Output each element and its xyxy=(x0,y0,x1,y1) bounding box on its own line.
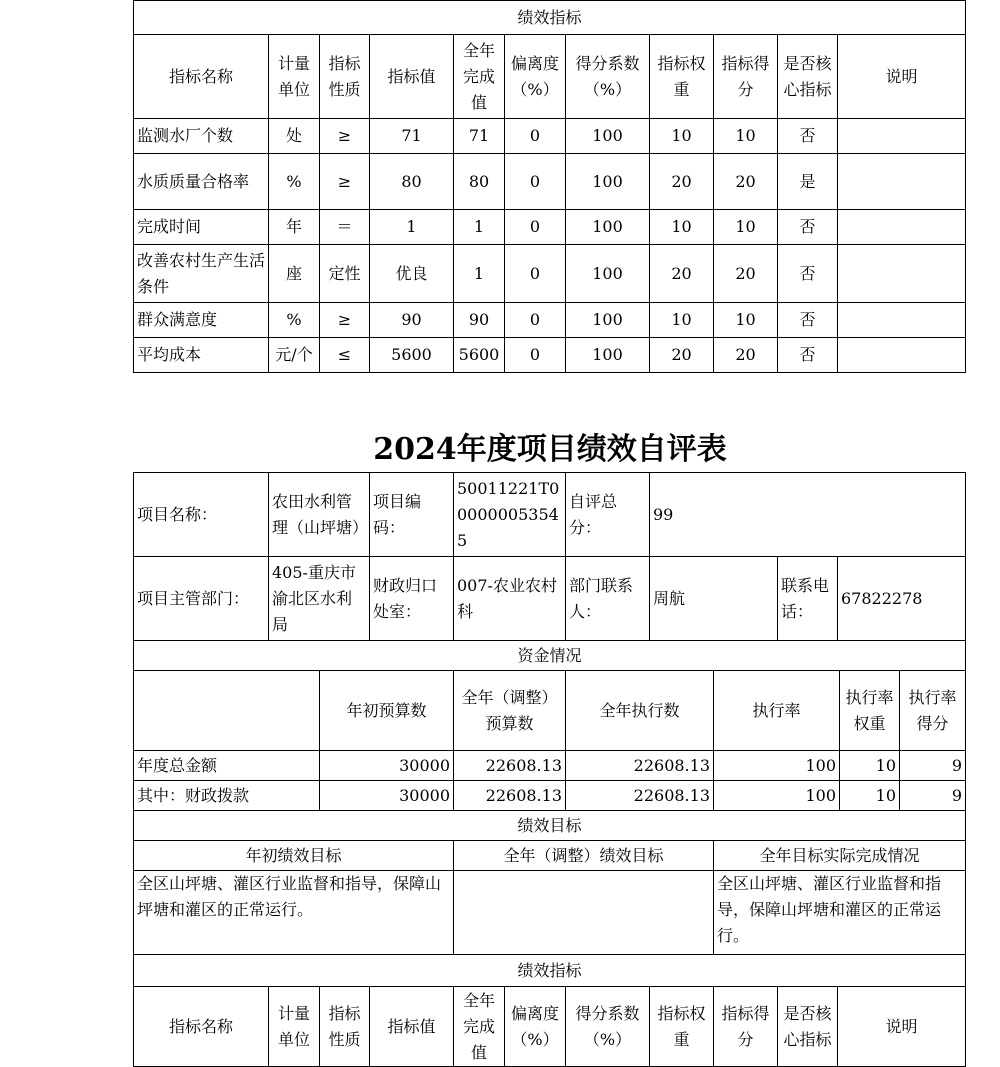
perf-section-label: 绩效指标 xyxy=(134,1,966,35)
goals-section-label: 绩效目标 xyxy=(134,811,966,841)
finance-label: 财政归口处室： xyxy=(370,557,454,641)
metric-actual: 5600 xyxy=(454,338,505,373)
metric-name: 水质质量合格率 xyxy=(134,154,269,210)
metric-value: 1 xyxy=(370,210,454,245)
metrics-table-top xyxy=(133,0,966,373)
metric-unit: 座 xyxy=(269,245,320,303)
metric-name: 群众满意度 xyxy=(134,303,269,338)
header-note: 说明 xyxy=(838,35,966,119)
metric-name: 监测水厂个数 xyxy=(134,119,269,154)
metric-coef: 100 xyxy=(566,338,650,373)
metric-unit: 元/个 xyxy=(269,338,320,373)
header-score: 指标得分 xyxy=(714,987,778,1067)
table-row xyxy=(134,338,966,373)
metric-coef: 100 xyxy=(566,245,650,303)
header-core: 是否核心指标 xyxy=(778,35,838,119)
funds-header-blank xyxy=(134,671,320,751)
funds-section-label: 资金情况 xyxy=(134,641,966,671)
metric-note xyxy=(838,245,966,303)
metric-deviation: 0 xyxy=(505,210,566,245)
metric-note xyxy=(838,210,966,245)
metric-weight: 10 xyxy=(650,303,714,338)
project-code-label: 项目编码： xyxy=(370,473,454,557)
metric-core: 否 xyxy=(778,338,838,373)
funds-cell: 9 xyxy=(900,781,966,811)
metric-value: 优良 xyxy=(370,245,454,303)
metric-nature: ≥ xyxy=(320,303,370,338)
metric-score: 10 xyxy=(714,119,778,154)
project-name-label: 项目名称： xyxy=(134,473,269,557)
metric-score: 20 xyxy=(714,154,778,210)
self-score-label: 自评总分： xyxy=(566,473,650,557)
metric-nature: ≤ xyxy=(320,338,370,373)
metric-value: 80 xyxy=(370,154,454,210)
goals-header-actual: 全年目标实际完成情况 xyxy=(714,841,966,871)
metric-actual: 1 xyxy=(454,245,505,303)
funds-header-initial: 年初预算数 xyxy=(320,671,454,751)
table-row xyxy=(134,751,966,781)
dept-value: 405-重庆市渝北区水利局 xyxy=(269,557,370,641)
funds-row-label: 年度总金额 xyxy=(134,751,320,781)
funds-cell: 9 xyxy=(900,751,966,781)
metric-actual: 90 xyxy=(454,303,505,338)
metric-value: 5600 xyxy=(370,338,454,373)
metric-deviation: 0 xyxy=(505,303,566,338)
contact-label: 部门联系人： xyxy=(566,557,650,641)
header-unit: 计量单位 xyxy=(269,35,320,119)
metric-coef: 100 xyxy=(566,210,650,245)
metric-weight: 20 xyxy=(650,154,714,210)
metric-weight: 10 xyxy=(650,119,714,154)
funds-cell: 30000 xyxy=(320,751,454,781)
header-name: 指标名称 xyxy=(134,35,269,119)
metric-core: 否 xyxy=(778,245,838,303)
metric-weight: 20 xyxy=(650,245,714,303)
metric-name: 完成时间 xyxy=(134,210,269,245)
funds-table xyxy=(133,640,966,811)
table-row xyxy=(134,781,966,811)
header-deviation: 偏离度（%） xyxy=(505,35,566,119)
self-score-value: 99 xyxy=(650,473,966,557)
funds-row-label: 其中：财政拨款 xyxy=(134,781,320,811)
metric-weight: 10 xyxy=(650,210,714,245)
project-name-value: 农田水利管理（山坪塘） xyxy=(269,473,370,557)
header-name: 指标名称 xyxy=(134,987,269,1067)
header-value: 指标值 xyxy=(370,35,454,119)
metric-coef: 100 xyxy=(566,119,650,154)
phone-value: 67822278 xyxy=(838,557,966,641)
header-nature: 指标性质 xyxy=(320,987,370,1067)
metric-core: 否 xyxy=(778,119,838,154)
funds-cell: 100 xyxy=(714,751,840,781)
metric-nature: ＝ xyxy=(320,210,370,245)
metric-note xyxy=(838,303,966,338)
page-title: 2024年度项目绩效自评表 xyxy=(373,432,727,467)
table-row xyxy=(134,119,966,154)
goals-header-adjusted: 全年（调整）绩效目标 xyxy=(454,841,714,871)
metric-note xyxy=(838,119,966,154)
header-actual: 全年完成值 xyxy=(454,35,505,119)
funds-cell: 22608.13 xyxy=(454,751,566,781)
project-info-table xyxy=(133,472,966,641)
funds-header-rate: 执行率 xyxy=(714,671,840,751)
funds-cell: 22608.13 xyxy=(454,781,566,811)
header-note: 说明 xyxy=(838,987,966,1067)
header-deviation: 偏离度（%） xyxy=(505,987,566,1067)
header-coef: 得分系数（%） xyxy=(566,987,650,1067)
header-weight: 指标权重 xyxy=(650,987,714,1067)
metric-nature: ≥ xyxy=(320,154,370,210)
project-code-value: 50011221T000000053545 xyxy=(454,473,566,557)
metric-unit: % xyxy=(269,154,320,210)
metrics-table-bottom xyxy=(133,954,966,1067)
header-nature: 指标性质 xyxy=(320,35,370,119)
metric-score: 10 xyxy=(714,303,778,338)
metric-deviation: 0 xyxy=(505,245,566,303)
goals-adjusted-text xyxy=(454,871,714,955)
finance-value: 007-农业农村科 xyxy=(454,557,566,641)
metric-deviation: 0 xyxy=(505,338,566,373)
goals-header-initial: 年初绩效目标 xyxy=(134,841,454,871)
header-value: 指标值 xyxy=(370,987,454,1067)
header-actual: 全年完成值 xyxy=(454,987,505,1067)
table-row xyxy=(134,154,966,210)
header-unit: 计量单位 xyxy=(269,987,320,1067)
metric-unit: 处 xyxy=(269,119,320,154)
funds-cell: 22608.13 xyxy=(566,781,714,811)
metric-core: 否 xyxy=(778,210,838,245)
header-weight: 指标权重 xyxy=(650,35,714,119)
metric-score: 10 xyxy=(714,210,778,245)
metric-value: 90 xyxy=(370,303,454,338)
metric-nature: 定性 xyxy=(320,245,370,303)
metric-nature: ≥ xyxy=(320,119,370,154)
metric-score: 20 xyxy=(714,245,778,303)
metric-core: 是 xyxy=(778,154,838,210)
metric-weight: 20 xyxy=(650,338,714,373)
header-coef: 得分系数（%） xyxy=(566,35,650,119)
metric-name: 平均成本 xyxy=(134,338,269,373)
metric-actual: 71 xyxy=(454,119,505,154)
metric-coef: 100 xyxy=(566,303,650,338)
metric-note xyxy=(838,338,966,373)
table-row xyxy=(134,210,966,245)
metric-actual: 1 xyxy=(454,210,505,245)
funds-header-adjusted: 全年（调整）预算数 xyxy=(454,671,566,751)
metric-score: 20 xyxy=(714,338,778,373)
phone-label: 联系电话： xyxy=(778,557,838,641)
funds-cell: 22608.13 xyxy=(566,751,714,781)
funds-cell: 10 xyxy=(840,781,900,811)
header-score: 指标得分 xyxy=(714,35,778,119)
metric-note xyxy=(838,154,966,210)
metric-name: 改善农村生产生活条件 xyxy=(134,245,269,303)
funds-cell: 30000 xyxy=(320,781,454,811)
table-row xyxy=(134,245,966,303)
contact-value: 周航 xyxy=(650,557,778,641)
metric-deviation: 0 xyxy=(505,119,566,154)
metric-coef: 100 xyxy=(566,154,650,210)
dept-label: 项目主管部门： xyxy=(134,557,269,641)
metric-value: 71 xyxy=(370,119,454,154)
perf-section-label: 绩效指标 xyxy=(134,955,966,987)
funds-header-rate-score: 执行率得分 xyxy=(900,671,966,751)
metric-unit: % xyxy=(269,303,320,338)
metric-core: 否 xyxy=(778,303,838,338)
funds-cell: 10 xyxy=(840,751,900,781)
metric-unit: 年 xyxy=(269,210,320,245)
funds-header-executed: 全年执行数 xyxy=(566,671,714,751)
header-core: 是否核心指标 xyxy=(778,987,838,1067)
table-row xyxy=(134,303,966,338)
metric-deviation: 0 xyxy=(505,154,566,210)
funds-cell: 100 xyxy=(714,781,840,811)
goals-table xyxy=(133,810,966,955)
goals-actual-text: 全区山坪塘、灌区行业监督和指导，保障山坪塘和灌区的正常运行。 xyxy=(714,871,966,955)
metric-actual: 80 xyxy=(454,154,505,210)
goals-initial-text: 全区山坪塘、灌区行业监督和指导，保障山坪塘和灌区的正常运行。 xyxy=(134,871,454,955)
funds-header-rate-weight: 执行率权重 xyxy=(840,671,900,751)
